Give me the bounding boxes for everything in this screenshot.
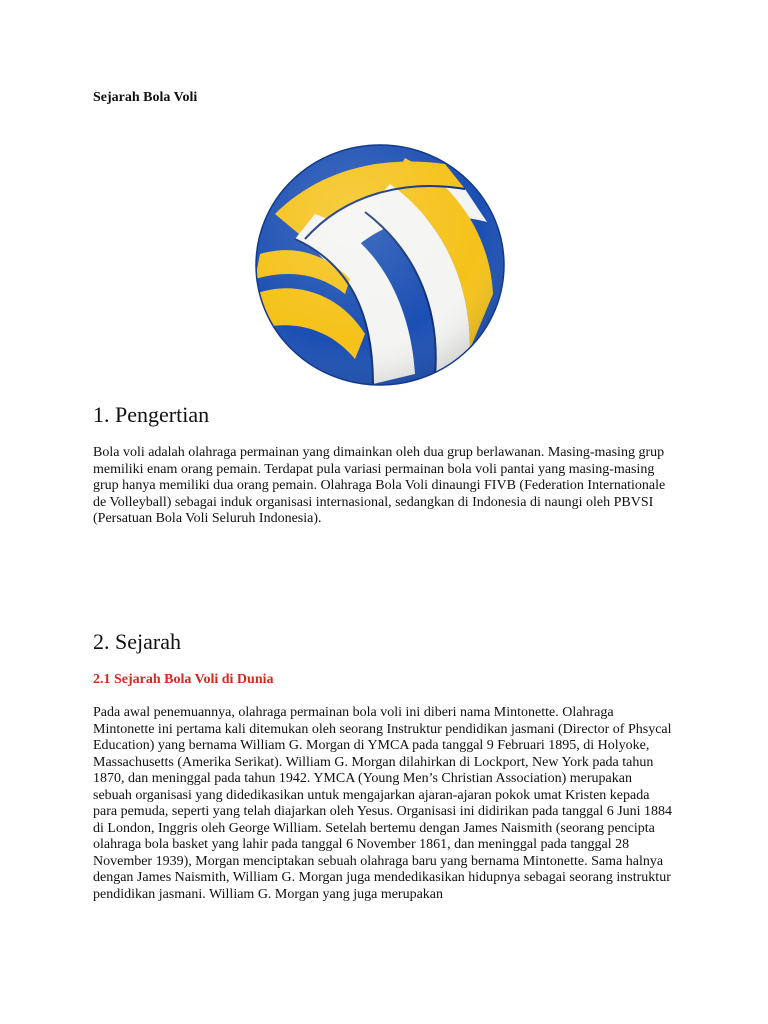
- paragraph-sejarah-dunia: Pada awal penemuannya, olahraga permainan bola voli ini diberi nama Mintonette. Olahraga Mintonette ini pertama kali ditemukan oleh seorang Instruktur pendidikan jasmani (Director of Phsycal Education) yang bernama William G. Morgan di YMCA pada tanggal 9 Februari 1895, di Holyoke, Massachusetts (Amerika Serikat). William G. Morgan dilahirkan di Lockport, New York pada tahun 1870, dan meninggal pada tahun 1942. YMCA (Young Men’s Christian Association) merupakan sebuah organisasi yang didedikasikan untuk mengajarkan ajaran-ajaran pokok umat Kristen kepada para pemuda, seperti yang telah diajarkan oleh Yesus. Organisasi ini didirikan pada tanggal 6 Juni 1884 di London, Inggris oleh George William. Setelah bertemu dengan James Naismith (seorang pencipta olahraga bola basket yang lahir pada tanggal 6 November 1861, dan meninggal pada tanggal 28 November 1939), Morgan menciptakan sebuah olahraga baru yang bernama Mintonette. Sama halnya dengan James Naismith, William G. Morgan juga mendedikasikan hidupnya sebagai seorang instruktur pendidikan jasmani. William G. Morgan yang juga merupakan: [93, 705, 673, 902]
- paragraph-pengertian: Bola voli adalah olahraga permainan yang dimainkan oleh dua grup berlawanan. Masing-masing grup memiliki enam orang pemain. Terdapat pula variasi permainan bola voli pantai yang masing-masing grup hanya memiliki dua orang pemain. Olahraga Bola Voli dinaungi FIVB (Federation Internationale de Volleyball) sebagai induk organisasi internasional, sedangkan di Indonesia di naungi oleh PBVSI (Persatuan Bola Voli Seluruh Indonesia).: [93, 445, 666, 526]
- section-heading-sejarah: 2. Sejarah: [93, 629, 181, 654]
- subheading-sejarah-dunia: 2.1 Sejarah Bola Voli di Dunia: [93, 672, 274, 687]
- document-title: Sejarah Bola Voli: [93, 90, 198, 105]
- section-heading-pengertian: 1. Pengertian: [93, 402, 210, 427]
- volleyball-image: [255, 144, 505, 386]
- volleyball-icon: [255, 144, 505, 386]
